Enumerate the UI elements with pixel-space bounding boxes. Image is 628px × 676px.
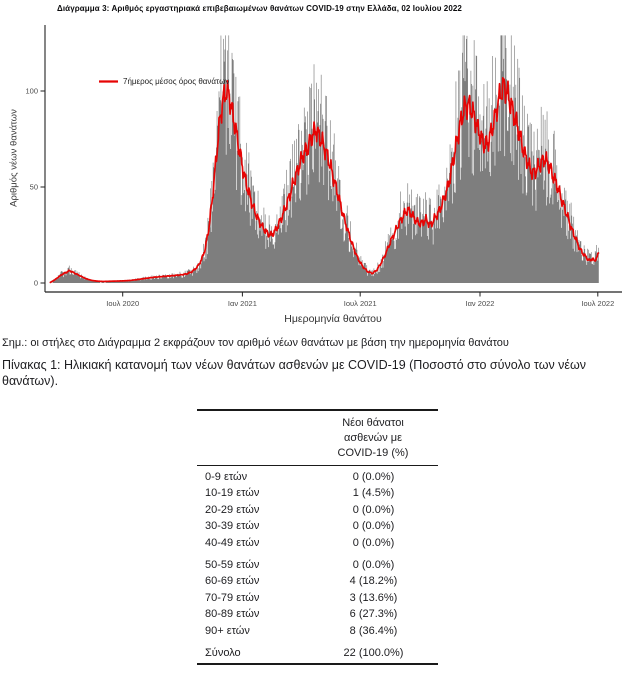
y-tick-label: 0	[33, 278, 38, 288]
deaths-chart-svg	[0, 0, 628, 332]
age-band-label: 10-19 ετών	[205, 487, 260, 500]
age-distribution-table	[197, 409, 438, 665]
table-row	[197, 623, 438, 639]
legend-label: 7ήμερος μέσος όρος θανάτων	[123, 77, 230, 86]
table-row	[197, 645, 438, 661]
x-tick-label: Ιουλ 2022	[581, 299, 615, 308]
deaths-count-value: 1 (4.5%)	[352, 487, 395, 500]
table-header	[197, 411, 438, 466]
deaths-count-value: 22 (100.0%)	[343, 646, 404, 659]
deaths-count-value: 0 (0.0%)	[352, 503, 395, 516]
deaths-count-value: 6 (27.3%)	[349, 608, 398, 621]
deaths-count-value: 4 (18.2%)	[349, 575, 398, 588]
table-row-group	[197, 645, 438, 661]
age-band-label: 70-79 ετών	[205, 591, 260, 604]
age-band-label: 60-69 ετών	[205, 575, 260, 588]
table-row	[197, 606, 438, 622]
age-band-label: 90+ ετών	[205, 624, 250, 637]
x-tick-label: Ιαν 2021	[227, 299, 257, 308]
deaths-chart	[0, 0, 628, 332]
deaths-count-value: 0 (0.0%)	[352, 536, 395, 549]
age-band-label: Σύνολο	[205, 646, 241, 659]
deaths-count-value: 8 (36.4%)	[349, 624, 398, 637]
table-row	[197, 557, 438, 573]
table-row	[197, 485, 438, 501]
table-row-group	[197, 469, 438, 551]
table-row	[197, 502, 438, 518]
y-tick-label: 50	[29, 182, 38, 192]
table-header-line: Νέοι θάνατοι	[342, 417, 404, 429]
table-body	[197, 469, 438, 661]
x-tick-label: Ιουλ 2020	[106, 299, 140, 308]
chart-title: Διάγραμμα 3: Αριθμός εργαστηριακά επιβεβαιωμένων θανάτων COVID-19 στην Ελλάδα, 02 Ιουλίου 2022	[57, 4, 462, 13]
chart-footnote: Σημ.: οι στήλες στο Διάγραμμα 2 εκφράζουν τον αριθμό νέων θανάτων με βάση την ημερομηνία θανάτου	[2, 337, 509, 349]
table-title: Πίνακας 1: Ηλικιακή κατανομή των νέων θανάτων ασθενών με COVID-19 (Ποσοστό στο σύνολο των νέων θανάτων).	[2, 358, 587, 389]
x-tick-label: Ιαν 2022	[465, 299, 495, 308]
table-row	[197, 590, 438, 606]
deaths-count-value: 0 (0.0%)	[352, 558, 395, 571]
table-row-group	[197, 557, 438, 639]
age-band-label: 0-9 ετών	[205, 471, 248, 483]
x-axis-title: Ημερομηνία θανάτου	[284, 313, 382, 325]
age-band-label: 20-29 ετών	[205, 503, 260, 516]
age-band-label: 50-59 ετών	[205, 558, 260, 571]
table-row	[197, 469, 438, 485]
age-band-label: 40-49 ετών	[205, 536, 260, 549]
age-band-label: 30-39 ετών	[205, 520, 260, 533]
y-axis-title: Αριθμός νέων θανάτων	[8, 109, 20, 207]
deaths-count-value: 0 (0.0%)	[352, 520, 395, 533]
deaths-count-value: 3 (13.6%)	[349, 591, 398, 604]
table-header-line: ασθενών με	[343, 432, 403, 444]
table-row	[197, 518, 438, 534]
table-header-line: COVID-19 (%)	[337, 447, 409, 459]
age-band-label: 80-89 ετών	[205, 608, 260, 621]
deaths-count-value: 0 (0.0%)	[352, 471, 395, 483]
table-row	[197, 535, 438, 551]
table-row	[197, 573, 438, 589]
y-tick-label: 100	[25, 86, 38, 96]
x-tick-label: Ιουλ 2021	[343, 299, 377, 308]
